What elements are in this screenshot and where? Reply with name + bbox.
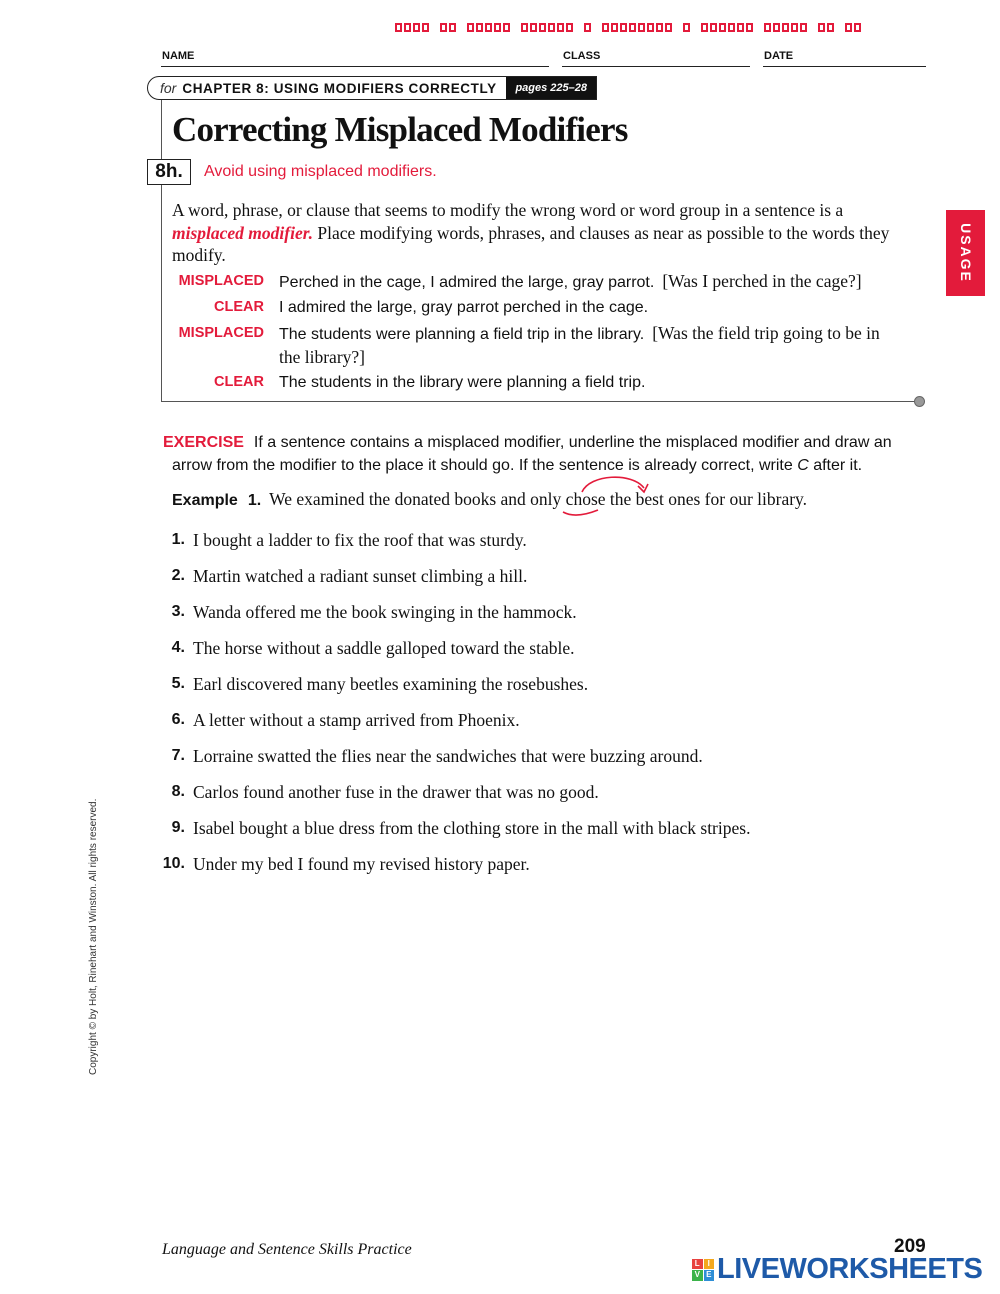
item-number: 8. <box>171 783 185 800</box>
liveworksheets-brand: LIVEWORKSHEETS <box>717 1253 983 1285</box>
footer-book-title: Language and Sentence Skills Practice <box>162 1241 412 1258</box>
example-sentence: The students were planning a field trip in the library. <box>279 326 645 343</box>
top-bar-square <box>746 23 753 32</box>
usage-side-tab <box>946 210 985 296</box>
exercise-text-3: after it. <box>808 457 863 474</box>
top-bar-square <box>656 23 663 32</box>
top-bar-square <box>602 23 609 32</box>
item-sentence[interactable]: Under my bed I found my revised history paper. <box>193 854 530 874</box>
worked-example-underlined: only <box>530 489 562 509</box>
logo-letter: V <box>692 1270 703 1281</box>
example-label: MISPLACED <box>178 273 264 289</box>
item-sentence[interactable]: Isabel bought a blue dress from the clothing store in the mall with black stripes. <box>193 818 751 838</box>
top-bar-square <box>701 23 708 32</box>
top-bar-square <box>440 23 447 32</box>
top-bar-square <box>728 23 735 32</box>
top-bar-square <box>530 23 537 32</box>
item-number: 7. <box>171 747 185 764</box>
top-bar-square <box>422 23 429 32</box>
item-sentence[interactable]: Martin watched a radiant sunset climbing a hill. <box>193 566 528 586</box>
item-sentence[interactable]: I bought a ladder to fix the roof that was sturdy. <box>193 530 527 550</box>
logo-letter: L <box>692 1259 703 1270</box>
example-label: CLEAR <box>214 299 264 315</box>
top-bar-square <box>557 23 564 32</box>
top-bar-square <box>629 23 636 32</box>
worked-example <box>172 489 807 510</box>
item-number: 5. <box>171 675 185 692</box>
exercise-text-2: arrow from the modifier to the place it should go. If the sentence is already correct, write <box>172 457 798 474</box>
banner-for: for <box>160 80 177 96</box>
top-bar-square <box>782 23 789 32</box>
exercise-item[interactable] <box>158 638 575 659</box>
class-line[interactable] <box>562 66 750 67</box>
date-label: DATE <box>764 50 794 62</box>
top-bar-square <box>539 23 546 32</box>
example-label: CLEAR <box>214 374 264 390</box>
name-label: NAME <box>162 50 195 62</box>
top-bar-square <box>719 23 726 32</box>
definition-paragraph <box>172 199 912 267</box>
item-number: 2. <box>171 567 185 584</box>
top-bar-square <box>413 23 420 32</box>
definition-part2: Place modifying words, phrases, and clauses as near as possible to the words they modify. <box>172 222 890 265</box>
liveworksheets-logo[interactable] <box>692 1253 982 1286</box>
liveworksheets-logo-icon <box>692 1259 714 1281</box>
example-label: MISPLACED <box>178 325 264 341</box>
rule-box-bottom-border <box>161 401 917 402</box>
top-bar-square <box>818 23 825 32</box>
item-number: 3. <box>171 603 185 620</box>
worked-example-label: Example <box>172 492 238 509</box>
top-bar-square <box>800 23 807 32</box>
item-sentence[interactable]: Earl discovered many beetles examining the rosebushes. <box>193 674 589 694</box>
top-bar-square <box>791 23 798 32</box>
item-sentence[interactable]: Lorraine swatted the flies near the sandwiches that were buzzing around. <box>193 746 703 766</box>
top-bar-square <box>647 23 654 32</box>
top-bar-square <box>854 23 861 32</box>
banner-pages: pages 225–28 <box>506 77 596 99</box>
worked-example-after: chose the best ones for our library. <box>561 489 808 509</box>
top-bar-square <box>683 23 690 32</box>
top-bar-square <box>404 23 411 32</box>
usage-tab-label: USAGE <box>957 223 974 283</box>
item-number: 9. <box>171 819 185 836</box>
exercise-item[interactable] <box>158 818 750 839</box>
item-number: 10. <box>162 855 185 872</box>
example-note: [Was the field trip going to be in the library?] <box>279 323 880 367</box>
worked-example-before: We examined the donated books and <box>269 489 531 509</box>
worked-example-number: 1. <box>247 492 262 509</box>
top-bar-square <box>467 23 474 32</box>
top-bar-square <box>548 23 555 32</box>
class-label: CLASS <box>563 50 601 62</box>
top-bar-square <box>449 23 456 32</box>
top-bar-square <box>710 23 717 32</box>
example-sentence: Perched in the cage, I admired the large, gray parrot. <box>279 274 655 291</box>
item-number: 1. <box>171 531 185 548</box>
top-bar-square <box>395 23 402 32</box>
item-sentence[interactable]: A letter without a stamp arrived from Phoenix. <box>193 710 520 730</box>
exercise-c-letter: C <box>797 457 809 474</box>
top-bar-square <box>638 23 645 32</box>
top-bar-square <box>665 23 672 32</box>
rule-number: 8h. <box>147 159 191 185</box>
logo-letter: I <box>704 1259 715 1270</box>
exercise-item[interactable] <box>158 782 599 803</box>
top-bar-square <box>503 23 510 32</box>
top-bar-square <box>737 23 744 32</box>
item-number: 4. <box>171 639 185 656</box>
definition-term: misplaced modifier. <box>172 222 313 243</box>
exercise-instructions <box>163 431 913 477</box>
exercise-item[interactable] <box>158 710 520 731</box>
rule-statement: Avoid using misplaced modifiers. <box>204 163 437 180</box>
date-line[interactable] <box>763 66 926 67</box>
example-sentence: The students in the library were planning a field trip. <box>279 374 646 391</box>
example-text <box>279 322 904 370</box>
exercise-item[interactable] <box>158 566 527 587</box>
top-bar-square <box>476 23 483 32</box>
top-decorative-bar <box>395 23 925 35</box>
logo-letter: E <box>704 1270 715 1281</box>
top-bar-square <box>773 23 780 32</box>
top-bar-square <box>620 23 627 32</box>
exercise-text-1: If a sentence contains a misplaced modifier, underline the misplaced modifier and draw an <box>253 434 892 451</box>
rule-end-dot-icon <box>914 396 925 407</box>
top-bar-square <box>611 23 618 32</box>
exercise-label: EXERCISE <box>163 434 244 451</box>
exercise-item[interactable] <box>158 854 530 875</box>
item-sentence[interactable]: Carlos found another fuse in the drawer that was no good. <box>193 782 599 802</box>
top-bar-square <box>494 23 501 32</box>
top-bar-square <box>485 23 492 32</box>
exercise-line1 <box>163 431 913 454</box>
copyright-notice: Copyright © by Holt, Rinehart and Winston. All rights reserved. <box>88 798 99 1075</box>
top-bar-square <box>521 23 528 32</box>
exercise-item[interactable] <box>158 674 588 695</box>
example-text <box>279 270 904 294</box>
item-number: 6. <box>171 711 185 728</box>
item-sentence[interactable]: The horse without a saddle galloped toward the stable. <box>193 638 575 658</box>
exercise-item[interactable] <box>158 602 577 623</box>
definition-part1: A word, phrase, or clause that seems to modify the wrong word or word group in a sentence is a <box>172 200 844 220</box>
top-bar-square <box>566 23 573 32</box>
exercise-item[interactable] <box>158 746 703 767</box>
example-note: [Was I perched in the cage?] <box>662 271 862 291</box>
top-bar-square <box>845 23 852 32</box>
top-bar-square <box>764 23 771 32</box>
top-bar-square <box>584 23 591 32</box>
item-sentence[interactable]: Wanda offered me the book swinging in the hammock. <box>193 602 577 622</box>
underline-mark <box>563 510 598 515</box>
exercise-item[interactable] <box>158 530 527 551</box>
banner-chapter: CHAPTER 8: USING MODIFIERS CORRECTLY <box>182 80 497 96</box>
example-sentence: I admired the large, gray parrot perched in the cage. <box>279 299 649 316</box>
page-number: 209 <box>894 1236 926 1257</box>
example-text <box>279 371 904 394</box>
exercise-line2 <box>163 454 913 477</box>
top-bar-square <box>827 23 834 32</box>
page-title: Correcting Misplaced Modifiers <box>172 110 628 149</box>
chapter-banner <box>147 76 597 100</box>
example-text <box>279 296 904 319</box>
name-line[interactable] <box>161 66 549 67</box>
rule-box-left-border <box>161 100 162 402</box>
